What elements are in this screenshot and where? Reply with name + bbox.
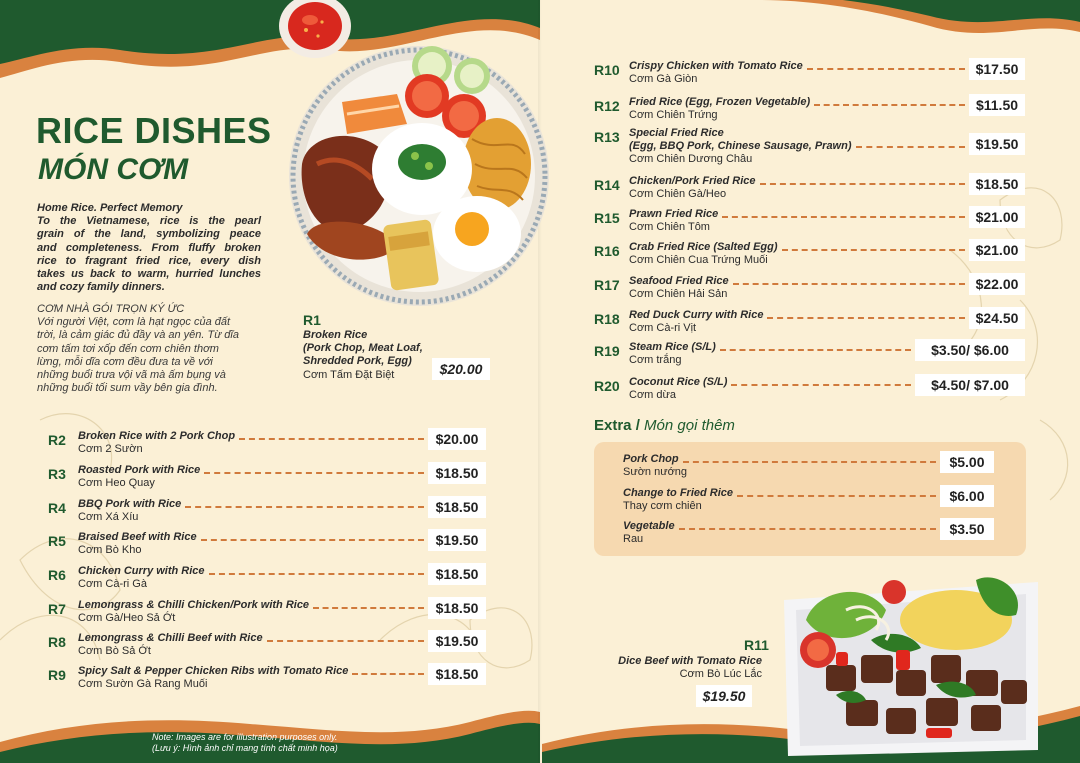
item-vietnamese-name: Cơm Gà Giòn: [629, 73, 698, 85]
r11-name: Dice Beef with Tomato Rice: [618, 655, 762, 667]
item-price: $24.50: [969, 307, 1025, 329]
dotted-leader: [733, 283, 965, 285]
item-vietnamese-name: Cơm Chiên Trứng: [629, 109, 718, 121]
intro-vi-line: CƠM NHÀ GÓI TRỌN KÝ ỨC: [37, 303, 185, 315]
item-code: R15: [594, 210, 620, 226]
item-vietnamese-name: Cơm trắng: [629, 354, 682, 366]
r1-vietnamese-name: Cơm Tấm Đặt Biệt: [303, 369, 395, 381]
dotted-leader: [352, 673, 424, 675]
dotted-leader: [731, 384, 911, 386]
item-code: R17: [594, 277, 620, 293]
item-code: R18: [594, 311, 620, 327]
menu-item-row: [594, 62, 1025, 90]
item-name: Prawn Fried Rice: [629, 208, 719, 220]
menu-item-row: [623, 455, 994, 483]
item-vietnamese-name: Cơm Gà/Heo Sả Ớt: [78, 612, 176, 624]
item-code: R20: [594, 378, 620, 394]
item-price: $11.50: [969, 94, 1025, 116]
intro-vietnamese: [37, 303, 269, 395]
item-vietnamese-name: Cơm Cà-ri Gà: [78, 578, 147, 590]
dotted-leader: [185, 506, 424, 508]
dotted-leader: [782, 249, 965, 251]
item-code: R3: [48, 466, 66, 482]
note-line: (Lưu ý: Hình ảnh chỉ mang tính chất minh họa): [152, 743, 338, 753]
intro-vi-line: lừng, mỗi dĩa cơm đều đưa ta về với: [37, 355, 213, 368]
dotted-leader: [760, 183, 965, 185]
item-price: $18.50: [428, 663, 486, 685]
item-price: $18.50: [428, 597, 486, 619]
item-vietnamese-name: Cơm Bò Kho: [78, 544, 142, 556]
extra-heading-vi: Món gọi thêm: [644, 417, 735, 434]
r1-name-line: (Pork Chop, Meat Loaf,: [303, 342, 423, 354]
item-code: R2: [48, 432, 66, 448]
item-name: Chicken Curry with Rice: [78, 565, 205, 577]
item-code: R6: [48, 567, 66, 583]
dotted-leader: [201, 539, 424, 541]
menu-item-row: [48, 500, 486, 528]
menu-item-row: [594, 277, 1025, 305]
dotted-leader: [767, 317, 965, 319]
item-price: $18.50: [428, 496, 486, 518]
dotted-leader: [313, 607, 424, 609]
menu-item-row: [594, 177, 1025, 205]
item-name: Coconut Rice (S/L): [629, 376, 728, 388]
dotted-leader: [737, 495, 936, 497]
dotted-leader: [683, 461, 936, 463]
menu-item-row: [594, 243, 1025, 271]
item-price: $3.50: [940, 518, 994, 540]
r11-vietnamese-name: Cơm Bò Lúc Lắc: [679, 668, 762, 680]
item-name: Red Duck Curry with Rice: [629, 309, 764, 321]
item-price: $17.50: [969, 58, 1025, 80]
extra-heading: [594, 417, 735, 434]
menu-item-row: [594, 378, 1025, 406]
intro-vi-line: những buổi tối sum vầy bên gia đình.: [37, 382, 218, 395]
item-price: $20.00: [428, 428, 486, 450]
item-name-detail: (Egg, BBQ Pork, Chinese Sausage, Prawn): [629, 140, 852, 152]
menu-item-row: [594, 127, 1025, 165]
menu-item-row: [594, 210, 1025, 238]
item-name: Lemongrass & Chilli Beef with Rice: [78, 632, 263, 644]
menu-item-row: [48, 601, 486, 629]
r1-price: $20.00: [432, 358, 490, 380]
item-code: R10: [594, 62, 620, 78]
item-name: Broken Rice with 2 Pork Chop: [78, 430, 236, 442]
item-name: Lemongrass & Chilli Chicken/Pork with Rice: [78, 599, 310, 611]
item-name: Vegetable: [623, 520, 675, 532]
item-code: R4: [48, 500, 66, 516]
dotted-leader: [814, 104, 965, 106]
menu-item-row: [623, 489, 994, 517]
item-code: R16: [594, 243, 620, 259]
item-vietnamese-name: Cơm dừa: [629, 389, 676, 401]
dotted-leader: [239, 438, 424, 440]
r1-name: [303, 329, 423, 368]
intro-vi-line: trời, là cảm giác đủ đầy và an yên. Từ dĩa: [37, 329, 239, 342]
intro-en-line: and completeness. From fluffy broken: [37, 241, 261, 254]
note-line: Note: Images are for illustration purposes only.: [152, 732, 338, 742]
item-price: $19.50: [428, 630, 486, 652]
item-price: $3.50/ $6.00: [915, 339, 1025, 361]
intro-en-line: grain of the land, symbolizing peace: [37, 228, 261, 241]
item-name: Chicken/Pork Fried Rice: [629, 175, 756, 187]
item-price: $21.00: [969, 239, 1025, 261]
page-title: RICE DISHES: [36, 110, 272, 151]
dotted-leader: [722, 216, 965, 218]
dotted-leader: [679, 528, 936, 530]
intro-en-line: takes us back to warm, hurried lunches: [37, 268, 261, 281]
r1-name-line: Shredded Pork, Egg): [303, 355, 412, 367]
item-vietnamese-name: Cơm Chiên Dương Châu: [629, 153, 753, 165]
menu-item-row: [594, 98, 1025, 126]
item-vietnamese-name: Thay cơm chiên: [623, 500, 702, 512]
item-vietnamese-name: Cơm Xá Xíu: [78, 511, 139, 523]
item-name: Steam Rice (S/L): [629, 341, 716, 353]
item-code: R19: [594, 343, 620, 359]
page-subtitle: MÓN CƠM: [38, 153, 189, 186]
item-vietnamese-name: Cơm Chiên Hải Sản: [629, 288, 728, 300]
dice-beef-plate-image: [776, 560, 1046, 758]
menu-item-row: [48, 533, 486, 561]
item-name: Spicy Salt & Pepper Chicken Ribs with Tomato Rice: [78, 665, 349, 677]
item-price: $4.50/ $7.00: [915, 374, 1025, 396]
item-name: Pork Chop: [623, 453, 679, 465]
item-code: R9: [48, 667, 66, 683]
extra-heading-en: Extra /: [594, 417, 640, 434]
item-code: R13: [594, 129, 620, 145]
item-price: $6.00: [940, 485, 994, 507]
item-price: $18.50: [428, 563, 486, 585]
item-name: BBQ Pork with Rice: [78, 498, 182, 510]
r1-code: R1: [303, 312, 321, 328]
intro-vi-line: Với người Việt, cơm là hạt ngọc của đất: [37, 316, 231, 329]
menu-item-row: [48, 667, 486, 695]
r11-code: R11: [744, 637, 769, 653]
menu-item-row: [594, 343, 1025, 371]
item-name: Roasted Pork with Rice: [78, 464, 201, 476]
item-vietnamese-name: Cơm Chiên Gà/Heo: [629, 188, 727, 200]
menu-item-row: [48, 634, 486, 662]
item-vietnamese-name: Rau: [623, 533, 644, 545]
item-vietnamese-name: Cơm Chiên Cua Trứng Muối: [629, 254, 768, 266]
item-name: Fried Rice (Egg, Frozen Vegetable): [629, 96, 811, 108]
item-name: Seafood Fried Rice: [629, 275, 729, 287]
item-price: $5.00: [940, 451, 994, 473]
menu-item-row: [48, 466, 486, 494]
item-code: R8: [48, 634, 66, 650]
broken-rice-plate-image: [287, 44, 551, 308]
intro-en-line: To the Vietnamese, rice is the pearl: [37, 215, 261, 228]
item-price: $18.50: [969, 173, 1025, 195]
item-name: Change to Fried Rice: [623, 487, 734, 499]
dotted-leader: [856, 146, 965, 148]
intro-en-line: Home Rice. Perfect Memory: [37, 202, 183, 214]
intro-vi-line: cơm tấm tơi xốp đến cơm chiên thơm: [37, 342, 219, 355]
r1-name-line: Broken Rice: [303, 329, 368, 341]
illustration-note: [152, 732, 338, 754]
item-vietnamese-name: Cơm Chiên Tôm: [629, 221, 710, 233]
item-name: Braised Beef with Rice: [78, 531, 197, 543]
item-code: R12: [594, 98, 620, 114]
item-vietnamese-name: Cơm Bò Sả Ớt: [78, 645, 151, 657]
item-name: Crab Fried Rice (Salted Egg): [629, 241, 778, 253]
intro-vi-line: những buổi trưa vội vã mà ấm bụng và: [37, 369, 226, 382]
item-name: Crispy Chicken with Tomato Rice: [629, 60, 803, 72]
item-vietnamese-name: Cơm Heo Quay: [78, 477, 155, 489]
item-vietnamese-name: Cơm 2 Sườn: [78, 443, 143, 455]
dotted-leader: [720, 349, 911, 351]
item-code: R5: [48, 533, 66, 549]
item-code: R14: [594, 177, 620, 193]
item-price: $19.50: [428, 529, 486, 551]
item-price: $18.50: [428, 462, 486, 484]
r11-price: $19.50: [696, 685, 752, 707]
item-price: $19.50: [969, 133, 1025, 155]
item-price: $21.00: [969, 206, 1025, 228]
dotted-leader: [267, 640, 424, 642]
menu-item-row: [48, 567, 486, 595]
dotted-leader: [807, 68, 965, 70]
dotted-leader: [204, 472, 424, 474]
dotted-leader: [209, 573, 424, 575]
item-vietnamese-name: Cơm Cà-ri Vịt: [629, 322, 697, 334]
item-vietnamese-name: Sườn nướng: [623, 466, 688, 478]
menu-item-row: [48, 432, 486, 460]
item-code: R7: [48, 601, 66, 617]
item-name: Special Fried Rice: [629, 127, 724, 139]
item-price: $22.00: [969, 273, 1025, 295]
item-vietnamese-name: Cơm Sườn Gà Rang Muối: [78, 678, 208, 690]
intro-english: [37, 202, 261, 294]
menu-item-row: [594, 311, 1025, 339]
menu-item-row: [623, 522, 994, 550]
intro-en-line: rice to fragrant fried rice, every dish: [37, 254, 261, 267]
intro-en-line: and cozy family dinners.: [37, 281, 165, 294]
